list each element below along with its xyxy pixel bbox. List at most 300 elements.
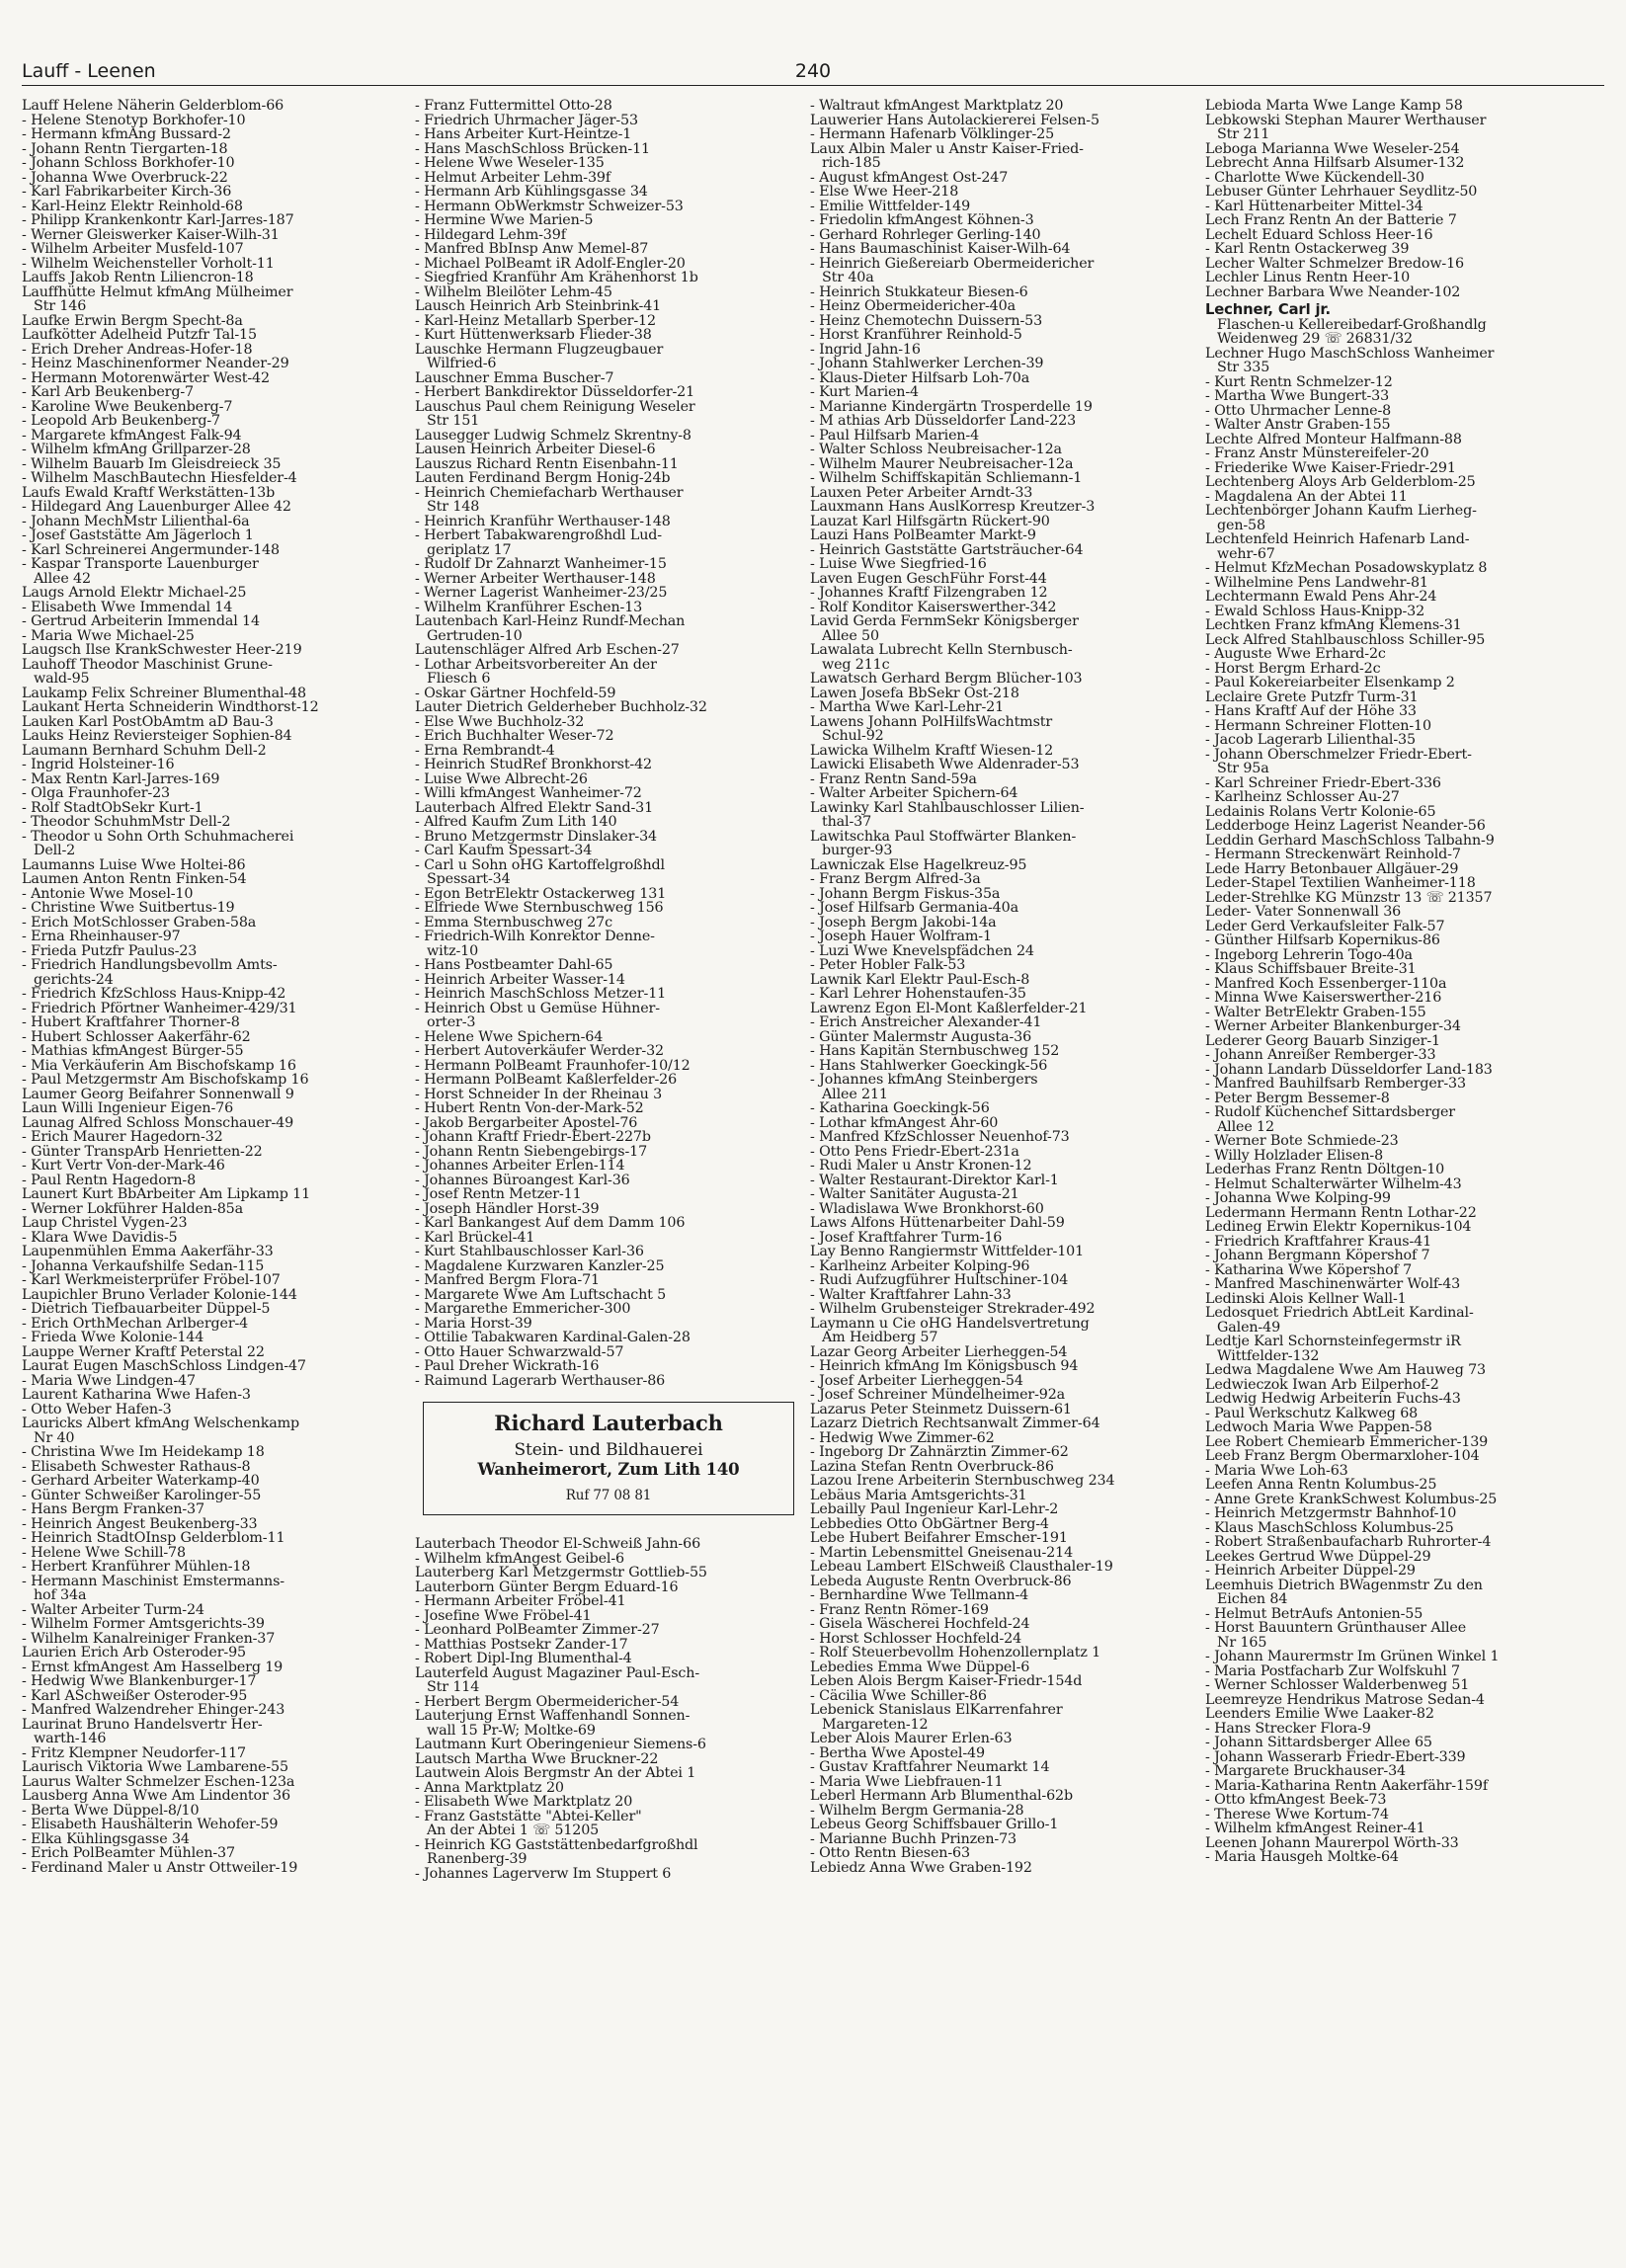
entry-text: Leder-Strehlke KG Münzstr 13 ☏ 21357 — [1205, 890, 1493, 905]
directory-entry — [810, 1216, 1197, 1231]
entry-text: Lawicki Elisabeth Wwe Aldenrader-53 — [810, 758, 1080, 772]
directory-entry — [22, 228, 409, 243]
entry-text: - Hans Baumaschinist Kaiser-Wilh-64 — [810, 242, 1071, 257]
entry-text: Lechtenbörger Johann Kaufm Lierheg- — [1205, 504, 1477, 519]
directory-entry — [1205, 242, 1592, 257]
directory-entry — [1205, 519, 1592, 533]
directory-entry — [810, 614, 1197, 629]
directory-entry — [810, 127, 1197, 142]
entry-text: - Wilhelm Maurer Neubreisacher-12a — [810, 456, 1074, 471]
entry-text: Lawen Josefa BbSekr Ost-218 — [810, 686, 1019, 700]
directory-entry — [1205, 590, 1592, 605]
entry-text: Lebe Hubert Beifahrer Emscher-191 — [810, 1531, 1068, 1546]
entry-text: - Heinrich Metzgermstr Bahnhof-10 — [1205, 1506, 1457, 1521]
directory-entry — [22, 1660, 409, 1675]
directory-entry — [810, 858, 1197, 873]
entry-text: - Emilie Wittfelder-149 — [810, 199, 971, 213]
entry-text: Leder-Stapel Textilien Wanheimer-118 — [1205, 876, 1476, 891]
entry-text: - Herbert Bergm Obermeidericher-54 — [415, 1694, 680, 1709]
directory-entry — [22, 127, 409, 142]
entry-text: - Hans MaschSchloss Brücken-11 — [415, 141, 650, 156]
entry-text: Lautenbach Karl-Heinz Rundf-Mechan — [415, 614, 686, 629]
directory-entry — [22, 1059, 409, 1074]
entry-text: - Karl Arb Beukenberg-7 — [22, 385, 194, 400]
directory-entry — [22, 1431, 409, 1446]
entry-text: - Auguste Wwe Erhard-2c — [1205, 647, 1386, 662]
directory-entry — [810, 343, 1197, 358]
directory-entry — [22, 586, 409, 601]
directory-entry — [1205, 633, 1592, 648]
directory-entry — [415, 429, 802, 444]
entry-text: - Manfred BbInsp Anw Memel-87 — [415, 242, 649, 257]
directory-entry — [22, 1288, 409, 1303]
entry-text: Ledwa Magdalene Wwe Am Hauweg 73 — [1205, 1363, 1487, 1378]
directory-entry — [1205, 1235, 1592, 1250]
entry-text: burger-93 — [822, 844, 893, 858]
directory-entry — [22, 271, 409, 285]
directory-entry — [810, 1502, 1197, 1517]
entry-text: Lechler Linus Rentn Heer-10 — [1205, 271, 1411, 285]
directory-entry — [810, 601, 1197, 615]
entry-text: - Margarete Wwe Am Luftschacht 5 — [415, 1287, 667, 1302]
entry-text: Ledinski Alois Kellner Wall-1 — [1205, 1291, 1407, 1306]
directory-entry — [415, 687, 802, 701]
entry-text: - Hermann PolBeamt Kaßlerfelder-26 — [415, 1073, 678, 1088]
entry-text: - Hermann Schreiner Flotten-10 — [1205, 718, 1431, 733]
entry-text: rich-185 — [822, 156, 881, 171]
entry-text: Leemhuis Dietrich BWagenmstr Zu den — [1205, 1578, 1483, 1592]
entry-text: Ledtje Karl Schornsteinfegermstr iR — [1205, 1335, 1461, 1349]
directory-entry — [22, 1517, 409, 1532]
entry-text: Leenders Emilie Wwe Laaker-82 — [1205, 1707, 1434, 1722]
entry-text: Ledermann Hermann Rentn Lothar-22 — [1205, 1205, 1477, 1220]
entry-text: - Wilhelm Former Amtsgerichts-39 — [22, 1617, 265, 1632]
entry-text: - Heinrich Arbeiter Wasser-14 — [415, 972, 625, 987]
entry-text: - Peter Hobler Falk-53 — [810, 958, 966, 973]
entry-text: - Horst Bauuntern Grünthauser Allee — [1205, 1621, 1467, 1636]
directory-entry — [22, 1760, 409, 1775]
directory-entry — [1205, 1163, 1592, 1177]
directory-entry — [1205, 200, 1592, 214]
entry-text: - Johann Wasserarb Friedr-Ebert-339 — [1205, 1749, 1466, 1764]
directory-entry — [22, 557, 409, 572]
entry-text: - Klaus MaschSchloss Kolumbus-25 — [1205, 1520, 1454, 1535]
entry-text: - Heinrich Stukkateur Biesen-6 — [810, 284, 1028, 299]
entry-text: - Horst Schneider In der Rheinau 3 — [415, 1087, 663, 1101]
directory-entry — [810, 1088, 1197, 1102]
directory-entry — [810, 156, 1197, 171]
directory-entry — [22, 200, 409, 214]
directory-entry — [1205, 490, 1592, 505]
entry-text: Lecher Walter Schmelzer Bredow-16 — [1205, 256, 1464, 271]
entry-text: - Rudolf Küchenchef Sittardsberger — [1205, 1105, 1455, 1120]
directory-entry — [22, 1145, 409, 1160]
directory-entry — [1205, 504, 1592, 519]
directory-entry — [22, 500, 409, 515]
entry-text: - Frieda Putzfr Paulus-23 — [22, 943, 198, 958]
entry-text: - Walter Anstr Graben-155 — [1205, 418, 1391, 433]
entry-text: - Antonie Wwe Mosel-10 — [22, 886, 194, 901]
directory-entry — [415, 643, 802, 658]
entry-text: Lautwein Alois Bergmstr An der Abtei 1 — [415, 1766, 696, 1781]
directory-entry — [22, 457, 409, 472]
directory-entry — [810, 815, 1197, 830]
entry-text: - Walter Schloss Neubreisacher-12a — [810, 443, 1062, 457]
directory-entry — [1205, 156, 1592, 171]
directory-entry — [810, 930, 1197, 944]
entry-text: - Joseph Hauer Wolfram-1 — [810, 930, 992, 944]
entry-text: - Wilhelm Grubensteiger Strekrader-492 — [810, 1302, 1096, 1317]
entry-text: - Klaus-Dieter Hilfsarb Loh-70a — [810, 370, 1030, 385]
directory-entry — [810, 1359, 1197, 1374]
directory-entry — [1205, 1850, 1592, 1865]
entry-text: An der Abtei 1 ☏ 51205 — [427, 1823, 600, 1838]
entry-text: - Olga Fraunhofer-23 — [22, 786, 171, 801]
directory-entry — [22, 299, 409, 314]
directory-entry — [810, 1804, 1197, 1819]
entry-text: Lechner Barbara Wwe Neander-102 — [1205, 284, 1461, 299]
directory-entry — [22, 1159, 409, 1174]
entry-text: Lazarus Peter Steinmetz Duissern-61 — [810, 1402, 1072, 1417]
directory-entry — [415, 772, 802, 787]
directory-entry — [1205, 361, 1592, 375]
directory-entry — [1205, 790, 1592, 805]
directory-entry — [810, 901, 1197, 916]
entry-text: - Kurt Hüttenwerksarb Flieder-38 — [415, 328, 652, 343]
directory-entry — [415, 944, 802, 959]
directory-entry — [415, 1374, 802, 1389]
entry-text: - Maria Wwe Michael-25 — [22, 628, 195, 643]
entry-text: - Hildegard Ang Lauenburger Allee 42 — [22, 500, 291, 515]
entry-text: - Hermann kfmAng Bussard-2 — [22, 127, 231, 142]
entry-text: Lauterjung Ernst Waffenhandl Sonnen- — [415, 1709, 691, 1724]
directory-entry — [1205, 876, 1592, 891]
entry-text: hof 34a — [34, 1588, 87, 1603]
entry-text: - Erich MotSchlosser Graben-58a — [22, 915, 257, 930]
entry-text: - Margarete Bruckhauser-34 — [1205, 1764, 1407, 1779]
entry-text: - Minna Wwe Kaiserswerther-216 — [1205, 991, 1442, 1006]
directory-entry — [415, 1116, 802, 1131]
directory-entry — [22, 471, 409, 486]
entry-text: - Otto kfmAngest Beek-73 — [1205, 1793, 1387, 1808]
entry-text: - Hubert Rentn Von-der-Mark-52 — [415, 1101, 644, 1116]
entry-text: - Heinrich MaschSchloss Metzer-11 — [415, 987, 667, 1002]
directory-entry — [1205, 99, 1592, 114]
entry-text: Leberl Hermann Arb Blumenthal-62b — [810, 1789, 1073, 1804]
entry-text: Lauterbach Theodor El-Schweiß Jahn-66 — [415, 1537, 701, 1552]
directory-entry — [415, 328, 802, 343]
directory-entry — [810, 1531, 1197, 1546]
entry-text: - Elisabeth Haushälterin Wehofer-59 — [22, 1818, 279, 1832]
entry-text: - Rudi Aufzugführer Hultschiner-104 — [810, 1273, 1069, 1288]
directory-entry — [415, 1738, 802, 1752]
entry-text: - Werner Schlosser Walderbenweg 51 — [1205, 1678, 1470, 1693]
directory-entry — [1205, 461, 1592, 476]
directory-entry — [22, 343, 409, 358]
entry-text: gen-58 — [1217, 518, 1265, 532]
directory-entry — [1205, 389, 1592, 404]
directory-entry — [1205, 433, 1592, 447]
directory-entry — [22, 1073, 409, 1088]
entry-text: - Walter Arbeiter Turm-24 — [22, 1602, 204, 1617]
entry-text: - Ingeborg Dr Zahnärztin Zimmer-62 — [810, 1445, 1069, 1460]
directory-entry — [1205, 418, 1592, 433]
directory-entry — [415, 887, 802, 902]
directory-entry — [810, 1259, 1197, 1274]
directory-entry — [810, 429, 1197, 444]
directory-entry — [22, 1832, 409, 1847]
directory-entry — [22, 1345, 409, 1360]
directory-entry — [810, 1846, 1197, 1861]
directory-entry — [415, 228, 802, 243]
directory-entry — [1205, 114, 1592, 128]
directory-entry — [810, 515, 1197, 529]
entry-text: - Martin Lebensmittel Gneisenau-214 — [810, 1545, 1074, 1560]
directory-entry — [22, 830, 409, 845]
entry-text: Lederhas Franz Rentn Döltgen-10 — [1205, 1163, 1445, 1177]
entry-text: Str 95a — [1217, 762, 1269, 776]
entry-text: - Josef Gaststätte Am Jägerloch 1 — [22, 528, 254, 543]
entry-text: Lay Benno Rangiermstr Wittfelder-101 — [810, 1245, 1085, 1259]
directory-entry — [1205, 1621, 1592, 1636]
entry-text: - Johann Schloss Borkhofer-10 — [22, 156, 235, 171]
column-4 — [1205, 99, 1592, 1865]
directory-entry — [810, 1030, 1197, 1045]
directory-entry — [22, 658, 409, 673]
directory-entry — [22, 99, 409, 114]
entry-text: Leber Alois Maurer Erlen-63 — [810, 1732, 1013, 1746]
entry-text: - Else Wwe Heer-218 — [810, 185, 959, 200]
directory-entry — [1205, 1249, 1592, 1263]
column-3 — [810, 99, 1197, 1875]
directory-entry — [22, 1546, 409, 1561]
entry-text: - Maria Horst-39 — [415, 1316, 532, 1331]
directory-entry — [1205, 1449, 1592, 1464]
entry-text: - Kaspar Transporte Lauenburger — [22, 557, 259, 572]
entry-text: - Ingrid Jahn-16 — [810, 342, 921, 357]
entry-text: - Franz Gaststätte "Abtei-Keller" — [415, 1809, 642, 1823]
entry-text: Lebkowski Stephan Maurer Werthauser — [1205, 113, 1487, 127]
directory-entry — [415, 987, 802, 1002]
entry-text: - Heinrich Obst u Gemüse Hühner- — [415, 1001, 660, 1015]
directory-entry — [22, 872, 409, 887]
entry-text: Lausegger Ludwig Schmelz Skrentny-8 — [415, 428, 691, 443]
directory-entry — [1205, 962, 1592, 977]
entry-text: - Lothar Arbeitsvorbereiter An der — [415, 657, 657, 672]
directory-entry — [1205, 1550, 1592, 1565]
entry-text: wall 15 Pr-W; Moltke-69 — [427, 1723, 596, 1738]
entry-text: - Wilhelm MaschBautechn Hiesfelder-4 — [22, 471, 297, 486]
entry-text: - Klaus Schiffsbauer Breite-31 — [1205, 962, 1417, 977]
directory-entry — [22, 614, 409, 629]
firm-heading — [1205, 303, 1592, 318]
directory-entry — [1205, 1349, 1592, 1364]
directory-entry — [810, 1660, 1197, 1675]
directory-entry — [1205, 547, 1592, 562]
entry-text: - Josefine Wwe Fröbel-41 — [415, 1608, 592, 1623]
entry-text: wehr-67 — [1217, 546, 1275, 561]
directory-entry — [810, 1417, 1197, 1431]
entry-text: Allee 211 — [822, 1087, 888, 1101]
entry-text: Lauschke Hermann Flugzeugbauer — [415, 342, 664, 357]
directory-entry — [810, 830, 1197, 845]
directory-entry — [1205, 834, 1592, 849]
directory-entry — [415, 543, 802, 558]
entry-text: Lauschus Paul chem Reinigung Weseler — [415, 399, 695, 414]
directory-entry — [1205, 318, 1592, 333]
directory-entry — [810, 1431, 1197, 1446]
directory-entry — [810, 758, 1197, 772]
entry-text: - Franz Bergm Alfred-3a — [810, 872, 981, 887]
directory-entry — [415, 1795, 802, 1810]
directory-entry — [1205, 1220, 1592, 1235]
entry-text: - Johann Rentn Tiergarten-18 — [22, 141, 228, 156]
directory-entry — [415, 930, 802, 944]
entry-text: - Ingrid Holsteiner-16 — [22, 758, 175, 772]
entry-text: - Karl Fabrikarbeiter Kirch-36 — [22, 185, 232, 200]
directory-entry — [22, 543, 409, 558]
entry-text: - Katharina Wwe Köpershof 7 — [1205, 1262, 1413, 1277]
entry-text: - Peter Bergm Bessemer-8 — [1205, 1091, 1390, 1105]
entry-text: - Hermann Hafenarb Völklinger-25 — [810, 127, 1055, 142]
directory-entry — [415, 744, 802, 759]
directory-entry — [22, 901, 409, 916]
directory-entry — [1205, 1420, 1592, 1435]
entry-text: - Marianne Kindergärtn Trosperdelle 19 — [810, 399, 1093, 414]
entry-text: Lechner, Carl jr. — [1205, 303, 1331, 318]
directory-entry — [810, 528, 1197, 543]
directory-entry — [415, 171, 802, 186]
entry-text: - Heinrich Kranführ Werthauser-148 — [415, 514, 671, 528]
directory-entry — [810, 457, 1197, 472]
directory-entry — [1205, 762, 1592, 776]
directory-entry — [22, 815, 409, 830]
directory-entry — [415, 142, 802, 157]
entry-text: - Johanna Verkaufshilfe Sedan-115 — [22, 1258, 265, 1273]
entry-text: - Hans Kraftf Auf der Höhe 33 — [1205, 704, 1417, 719]
directory-entry — [415, 400, 802, 415]
directory-entry — [810, 643, 1197, 658]
entry-text: - Elka Kühlingsgasse 34 — [22, 1831, 190, 1846]
entry-text: - Jakob Bergarbeiter Apostel-76 — [415, 1115, 638, 1130]
directory-entry — [415, 557, 802, 572]
entry-text: - Werner Lagerist Wanheimer-23/25 — [415, 586, 668, 601]
directory-entry — [810, 772, 1197, 787]
directory-entry — [22, 1259, 409, 1274]
entry-text: - Josef Schreiner Mündelheimer-92a — [810, 1388, 1066, 1403]
entry-text: Laumanns Luise Wwe Holtei-86 — [22, 857, 246, 872]
directory-entry — [22, 1317, 409, 1332]
directory-entry — [415, 1088, 802, 1102]
entry-text: - Hildegard Lehm-39f — [415, 227, 566, 242]
entry-text: - Leopold Arb Beukenberg-7 — [22, 414, 220, 429]
directory-entry — [810, 801, 1197, 816]
entry-text: Lausen Heinrich Arbeiter Diesel-6 — [415, 443, 656, 457]
directory-entry — [810, 1273, 1197, 1288]
entry-text: - Anne Grete KrankSchwest Kolumbus-25 — [1205, 1492, 1498, 1506]
entry-text: - Siegfried Kranführ Am Krähenhorst 1b — [415, 271, 698, 285]
directory-entry — [1205, 905, 1592, 920]
directory-entry — [1205, 1592, 1592, 1607]
directory-entry — [22, 643, 409, 658]
entry-text: - Kurt Marien-4 — [810, 385, 919, 400]
directory-entry — [810, 1818, 1197, 1832]
directory-entry — [22, 429, 409, 444]
directory-entry — [415, 1059, 802, 1074]
directory-entry — [810, 1187, 1197, 1202]
directory-entry — [810, 586, 1197, 601]
directory-entry — [415, 1331, 802, 1345]
directory-entry — [22, 944, 409, 959]
directory-entry — [810, 700, 1197, 715]
page-number: 240 — [794, 60, 832, 82]
entry-text: - Hermann Maschinist Emstermanns- — [22, 1574, 285, 1588]
entry-text: - Franz Anstr Münstereifeler-20 — [1205, 446, 1429, 461]
directory-entry — [1205, 1478, 1592, 1493]
directory-entry — [415, 973, 802, 988]
entry-text: Nr 165 — [1217, 1635, 1267, 1650]
entry-text: Laukamp Felix Schreiner Blumenthal-48 — [22, 686, 306, 700]
directory-entry — [810, 1101, 1197, 1116]
directory-entry — [22, 1044, 409, 1059]
directory-entry — [810, 1445, 1197, 1460]
entry-text: Ledwoch Maria Wwe Pappen-58 — [1205, 1420, 1432, 1435]
entry-text: - Paul Kokereiarbeiter Elsenkamp 2 — [1205, 676, 1455, 690]
entry-text: Lebrecht Anna Hilfsarb Alsumer-132 — [1205, 156, 1465, 171]
directory-entry — [22, 1489, 409, 1503]
directory-entry — [1205, 347, 1592, 362]
directory-entry — [415, 1838, 802, 1853]
entry-text: - Johann Anreißer Remberger-33 — [1205, 1048, 1436, 1063]
directory-entry — [415, 1680, 802, 1695]
directory-entry — [22, 1575, 409, 1589]
entry-text: - Elisabeth Wwe Immendal 14 — [22, 600, 233, 614]
directory-entry — [22, 257, 409, 272]
entry-text: - Johann Kraftf Friedr-Ebert-227b — [415, 1130, 651, 1145]
entry-text: - Rudi Maler u Anstr Kronen-12 — [810, 1159, 1032, 1174]
directory-entry — [415, 729, 802, 744]
directory-entry — [22, 1088, 409, 1102]
directory-entry — [415, 1101, 802, 1116]
entry-text: Ledwig Hedwig Arbeiterin Fuchs-43 — [1205, 1392, 1461, 1407]
entry-text: Lede Harry Betonbauer Allgäuer-29 — [1205, 861, 1459, 876]
entry-text: - Heinrich Arbeiter Düppel-29 — [1205, 1564, 1416, 1579]
directory-entry — [1205, 977, 1592, 992]
directory-entry — [415, 1867, 802, 1882]
directory-entry — [415, 1359, 802, 1374]
directory-entry — [810, 328, 1197, 343]
entry-text: Lausberg Anna Wwe Am Lindentor 36 — [22, 1789, 290, 1804]
entry-text: - Cäcilia Wwe Schiller-86 — [810, 1688, 987, 1703]
directory-entry — [22, 528, 409, 543]
directory-entry — [1205, 1678, 1592, 1693]
entry-text: Lebioda Marta Wwe Lange Kamp 58 — [1205, 99, 1463, 114]
directory-entry — [810, 1632, 1197, 1647]
directory-entry — [1205, 576, 1592, 591]
entry-text: - Karl Bankangest Auf dem Damm 106 — [415, 1216, 686, 1231]
directory-entry — [1205, 647, 1592, 662]
entry-text: Gertruden-10 — [427, 628, 523, 643]
directory-entry — [810, 629, 1197, 644]
directory-entry — [22, 414, 409, 429]
directory-entry — [22, 1818, 409, 1832]
directory-entry — [415, 1345, 802, 1360]
entry-text: - Christine Wwe Suitbertus-19 — [22, 901, 235, 916]
entry-text: - Heinz Chemotechn Duissern-53 — [810, 313, 1043, 328]
entry-text: Laupenmühlen Emma Aakerfähr-33 — [22, 1245, 274, 1259]
entry-text: - Otto Hauer Schwarzwald-57 — [415, 1344, 624, 1359]
directory-entry — [810, 1789, 1197, 1804]
